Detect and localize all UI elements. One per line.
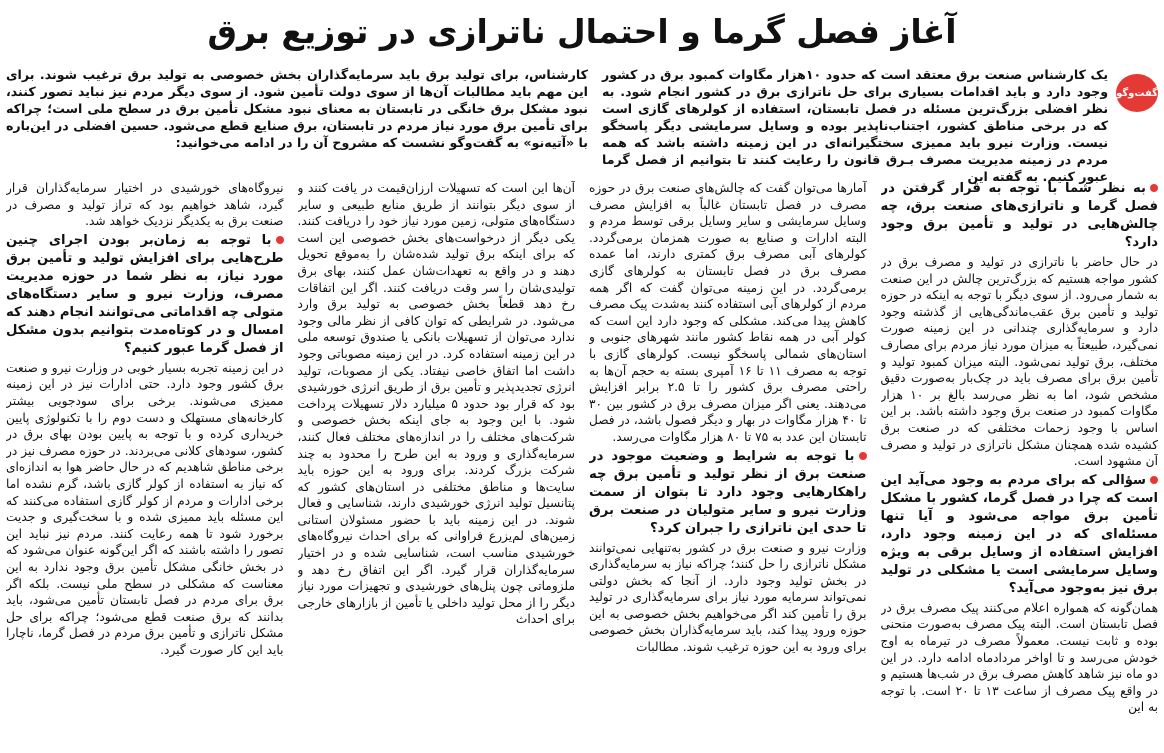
question-text: به نظر شما با توجه به قرار گرفتن در فصل گرما و ناترازی‌های صنعت برق، چه چالش‌هایی در تولید و تأمین برق وجود دارد؟: [880, 181, 1158, 250]
body-paragraph: همان‌گونه که همواره اعلام می‌کنند پیک مصرف برق در فصل تابستان است. البته پیک مصرف به‌صورت منحنی بوده و ثابت نیست. معمولاً مصرف در تیرماه به اوج خودش می‌رسد و تا اواخر مردادماه ادامه دارد. در این دو ماه نیز شاهد کاهش مصرف برق در شب‌ها هستیم و در واقع پیک مصرف از ساعت ۱۳ تا ۲۰ است. با توجه به این: [880, 600, 1158, 715]
lead-left-block: [6, 66, 588, 174]
column-1: [881, 180, 1159, 750]
body-paragraph: وزارت نیرو و صنعت برق در کشور به‌تنهایی نمی‌توانند مشکل ناترازی را حل کنند؛ چراکه نیاز به سرمایه‌گذاری در بخش تولید وجود دارد. از آنجا که بخش دولتی نمی‌تواند سرمایه مورد نیاز برای سرمایه‌گذاری در تولید برق را تأمین کند اگر می‌خواهیم بخش خصوصی به این حوزه ورود پیدا کند، باید سرمایه‌گذاران بخش خصوصی برای ورود به این حوزه ترغیب شوند. مطالبات: [589, 540, 867, 655]
column-4: [6, 180, 284, 750]
question-text: با توجه به زمان‌بر بودن اجرای چنین طرح‌هایی برای افزایش تولید و تأمین برق مورد نیاز، به نظر شما در حوزه مدیریت مصرف، وزارت نیرو و سایر دستگاه‌های متولی چه اقداماتی می‌توانند انجام دهند که امسال و در کوتاه‌مدت بتوانیم بدون مشکل از فصل گرما عبور کنیم؟: [6, 232, 284, 356]
interview-question: [881, 180, 1159, 252]
body-paragraph: آمارها می‌توان گفت که چالش‌های صنعت برق در حوزه مصرف در فصل تابستان غالباً به افزایش مصرف وسایل سرمایشی و سایر وسایل برقی توسط مردم و البته ادارات و صنایع به صورت همزمان برمی‌گردد. کولرهای آبی مصرف برق کمتری دارند، اما عمده مصرف برق در فصل تابستان به کولرهای گازی برمی‌گردد. در این زمینه می‌توان گفت که اگر همه مردم از کولرهای آبی استفاده کنند به‌شدت پیک مصرف کاهش پیدا می‌کند. مشکلی که وجود دارد این است که کولر آبی در همه نقاط کشور مانند شهرهای جنوبی و استان‌های شمالی پاسخگو نیست. کولرهای گازی با توجه به مصرف ۱۱ تا ۱۶ آمپری بسته به حجم آن‌ها به راحتی مصرف برق کشور را تا ۲.۵ برابر افزایش می‌دهند. یعنی اگر میزان مصرف برق در کشور بین ۳۰ تا ۴۰ هزار مگاوات در بهار و دیگر فصول باشد، در فصل تابستان این عدد به ۷۵ تا ۸۰ هزار مگاوات می‌رسد.: [589, 181, 867, 444]
column-2: [589, 180, 867, 750]
interview-question: [6, 232, 284, 358]
interview-question: [881, 472, 1159, 598]
article-title: آغاز فصل گرما و احتمال ناترازی در توزیع برق: [207, 12, 957, 51]
lead-section: [6, 66, 1158, 184]
lead-right-block: [602, 66, 1158, 184]
question-text: سؤالی که برای مردم به وجود می‌آید این است که چرا در فصل گرما، کشور با مشکل تأمین برق مواجه می‌شود و آیا تنها مسئله‌ای که در این زمینه وجود دارد، افزایش استفاده از وسایل برقی به ویژه وسایل سرمایشی است یا مشکلی در تولید برق نیز به‌وجود می‌آید؟: [880, 472, 1158, 596]
interview-badge: گفت‌وگو: [1116, 74, 1158, 112]
column-3: [298, 180, 576, 750]
red-bullet-icon: [859, 452, 867, 460]
lead-paragraph-left: کارشناس، برای تولید برق باید سرمایه‌گذاران بخش خصوصی به تولید برق ترغیب شوند. برای این مهم باید مطالبات آن‌ها از سوی دولت تأمین شود. از سوی دیگر مردم نیز نباید تصور کنند، نبود مشکل برق خانگی در تابستان به معنای نبود مشکل تأمین برق در سطح ملی است؛ چراکه برای تأمین برق مورد نیاز مردم در تابستان، برق صنایع قطع می‌شود. حسین افضلی در این‌باره با «آتیه‌نو» به گفت‌وگو نشست که مشروح آن را در ادامه می‌خوانید:: [6, 67, 588, 150]
interview-question: [589, 448, 867, 538]
red-bullet-icon: [276, 236, 284, 244]
body-paragraph: آن‌ها این است که تسهیلات ارزان‌قیمت در یافت کنند و از سوی دیگر بتوانند از طریق منابع طبیعی و سایر دستگاه‌های متولی، زمین مورد نیاز خود را دریافت کنند. یکی دیگر از درخواست‌های بخش خصوصی این است که برای اینکه برق تولید شده‌شان را به‌موقع تحویل دهند و در واقع به تعهدات‌شان عمل کنند، بهای برق تولیدی‌شان را سر وقت دریافت کنند. اگر این اتفاقات رخ دهد قطعاً بخش خصوصی به تولید برق وارد می‌شود. در شرایطی که توان کافی از نظر مالی وجود ندارد می‌توان از تسهیلات بانکی یا صندوق توسعه ملی در این زمینه استفاده کرد. در این زمینه مصوباتی وجود داشت اما اتفاق خاصی نیفتاد. یکی از مصوبات، تولید انرژی تجدیدپذیر و تأمین برق از طریق انرژی خورشیدی بود که قرار بود حدود ۵ میلیارد دلار تسهیلات پرداخت شود. با این وجود به جای اینکه بخش خصوصی و شرکت‌های مختلف را در اندازه‌های مختلف فعال کنند، سرمایه‌گذاری و ورود به این طرح را محدود به چند شرکت بزرگ کردند. برای ورود به این حوزه باید سایت‌ها و مناطق مختلفی در استان‌های کشور که پتانسیل تولید انرژی خورشیدی دارند، شناسایی و فعال شوند. در این زمینه باید با حضور مسئولان استانی زمین‌های لم‌یزرع فراوانی که برای احداث نیروگاه‌های خورشیدی مناسب است، شناسایی شده و در اختیار سرمایه‌گذاران قرار گیرد. اگر این اتفاق رخ دهد و ملزوماتی چون پنل‌های خورشیدی و تجهیزات مورد نیاز دیگر را از محل تولید داخلی یا تأمین از بازارهای خارجی برای احداث: [297, 181, 575, 627]
question-text: با توجه به شرایط و وضعیت موجود در صنعت برق از نظر تولید و تأمین برق چه راهکارهایی وجود دارد تا بتوان از سمت وزارت نیرو و سایر متولیان در صنعت برق تا حدی این ناترازی را جبران کرد؟: [589, 448, 867, 536]
red-bullet-icon: [1150, 184, 1158, 192]
body-paragraph: در این زمینه تجربه بسیار خوبی در وزارت نیرو و صنعت برق کشور وجود دارد. حتی ادارات نیز در این زمینه ممیزی می‌شوند. برخی برای سودجویی بیشتر کارخانه‌های مستهلک و دست دوم را با تکنولوژی پایین خریداری کرده و با توجه به پایین بودن بهای برق در کشور، سودهای کلانی می‌بردند. در حوزه مصرف نیز در برخی مناطق شاهدیم که در حال حاضر هوا به اندازه‌ای که نیاز به استفاده از کولر گازی باشد، گرم نشده اما برخی ادارات و مردم از کولر گازی استفاده می‌کنند که این مسئله باید ممیزی شده و با سخت‌گیری و جدیت برخورد شود تا همه رعایت کنند. مردم نیز نباید این تصور را داشته باشند که اگر این‌گونه عنوان می‌شود که در بخش خانگی مشکل تأمین برق وجود ندارد به این معناست که مشکلی در سطح ملی نیست. بلکه اگر برق برای مردم در فصل تابستان تأمین می‌شود، باید بدانند که برق صنعت قطع می‌شود؛ چراکه برای حل مشکل ناترازی و تأمین برق مردم در فصل گرما، ناچارا باید این کار صورت گیرد.: [6, 360, 284, 657]
body-paragraph: در حال حاضر با ناترازی در تولید و مصرف برق در کشور مواجه هستیم که بزرگ‌ترین چالش در این صنعت به شمار می‌رود. از سوی دیگر با توجه به اینکه در حوزه تولید و تأمین برق عقب‌ماندگی‌هایی از گذشته وجود دارد و سرمایه‌گذاری چندانی در این زمینه صورت نمی‌گیرد، طبیعتاً به میزان مورد نیاز مردم برای مصارف مختلف، برق تولید نمی‌شود. البته میزان کمبود تولید و تأمین برق برای مصرف باید در چک‌بار به‌صورت دقیق مشخص شود، اما به نظر می‌رسد بالغ بر ۱۰ هزار مگاوات کمبود در صنعت برق وجود داشته باشد. بر این اساس با وجود زحمات مختلفی که در صنعت برق کشیده شده همچنان مشکل ناترازی در تولید و مصرف آن مشهود است.: [880, 255, 1158, 469]
lead-paragraph-right: یک کارشناس صنعت برق معتقد است که حدود ۱۰هزار مگاوات کمبود برق در کشور وجود دارد و باید اقدامات بسیاری برای حل ناترازی برق در کشور انجام شود. به نظر افضلی بزرگ‌ترین مسئله در فصل تابستان، استفاده از کولرهای گازی است که در برخی مناطق کشور، اجتناب‌ناپذیر بوده و وسایل سرمایشی دیگر پاسخگو نیست. وزارت نیرو باید ممیزی سختگیرانه‌ای در این زمینه داشته باشد که همه مردم در زمینه مدیریت مصرف بـرق قانون را رعایت کنند تا بتوانیم از فصل گرما عبور کنیم. به گفته این: [602, 67, 1109, 184]
red-bullet-icon: [1150, 476, 1158, 484]
article-columns: [6, 180, 1158, 750]
body-paragraph: نیروگاه‌های خورشیدی در اختیار سرمایه‌گذاران قرار گیرد، شاهد خواهیم بود که تراز تولید و مصرف در صنعت برق به یکدیگر نزدیک خواهد شد.: [6, 181, 284, 229]
